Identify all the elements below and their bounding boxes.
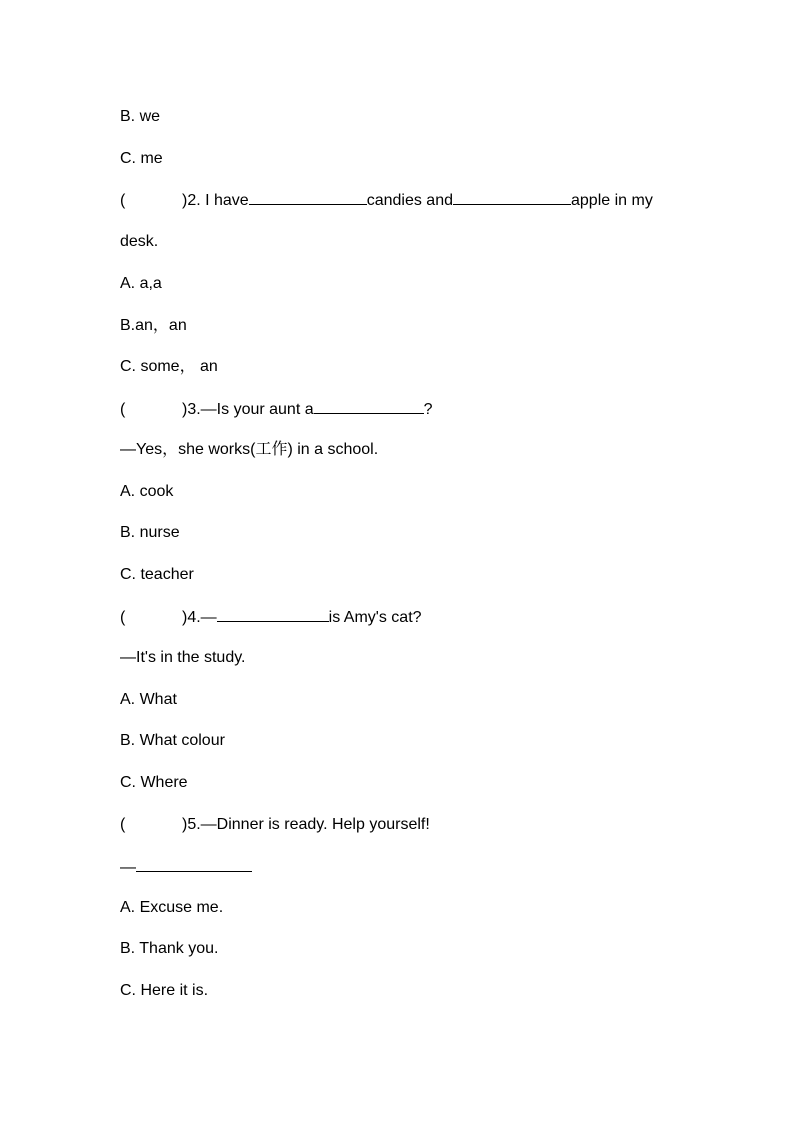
q4-stem bbox=[120, 605, 422, 629]
q4-blank[interactable] bbox=[217, 605, 329, 622]
q4-stem-suffix: is Amy's cat? bbox=[328, 609, 422, 626]
q3-stem-suffix: ? bbox=[423, 401, 433, 418]
q4-option-c: C. Where bbox=[120, 774, 188, 791]
q2-paren-close: ) bbox=[182, 192, 188, 209]
q4-paren-close: ) bbox=[182, 609, 188, 626]
q2-answer-paren[interactable]: ( bbox=[120, 192, 126, 209]
q3-option-c: C. teacher bbox=[120, 566, 194, 583]
q2-option-a: A. a,a bbox=[120, 275, 162, 292]
q5-stem-prefix: 5.—Dinner is ready. Help yourself! bbox=[187, 816, 430, 833]
q4-option-b: B. What colour bbox=[120, 732, 225, 749]
q2-blank-2[interactable] bbox=[453, 188, 571, 205]
q2-stem-continuation: desk. bbox=[120, 233, 159, 250]
q1-option-c: C. me bbox=[120, 150, 163, 167]
q3-option-a: A. cook bbox=[120, 483, 174, 500]
q3-stem-prefix: 3.—Is your aunt a bbox=[187, 401, 314, 418]
q5-option-b: B. Thank you. bbox=[120, 940, 219, 957]
q2-stem-prefix: 2. I have bbox=[187, 192, 249, 209]
q5-stem bbox=[120, 813, 430, 837]
q4-stem-prefix: 4.— bbox=[187, 609, 217, 626]
q5-answer-paren[interactable]: ( bbox=[120, 816, 126, 833]
q5-answer-line bbox=[120, 855, 252, 879]
q2-stem bbox=[120, 188, 653, 212]
q2-option-c: C. some， an bbox=[120, 358, 218, 375]
q2-stem-middle: candies and bbox=[366, 192, 453, 209]
q2-option-b: B.an，an bbox=[120, 317, 187, 334]
q3-answer-line: —Yes，she works(工作) in a school. bbox=[120, 441, 379, 458]
q4-option-a: A. What bbox=[120, 691, 177, 708]
q3-stem bbox=[120, 397, 433, 421]
q5-blank[interactable] bbox=[136, 855, 252, 872]
q3-answer-paren[interactable]: ( bbox=[120, 401, 126, 418]
q4-answer-paren[interactable]: ( bbox=[120, 609, 126, 626]
q1-option-b: B. we bbox=[120, 108, 161, 125]
q3-option-b: B. nurse bbox=[120, 524, 180, 541]
q3-blank[interactable] bbox=[314, 397, 424, 414]
q5-option-a: A. Excuse me. bbox=[120, 899, 224, 916]
q2-blank-1[interactable] bbox=[249, 188, 367, 205]
q3-paren-close: ) bbox=[182, 401, 188, 418]
q2-stem-suffix: apple in my bbox=[571, 192, 653, 209]
q5-option-c: C. Here it is. bbox=[120, 982, 209, 999]
q5-answer-prefix: — bbox=[120, 859, 136, 876]
q4-answer-line: —It's in the study. bbox=[120, 649, 246, 666]
q5-paren-close: ) bbox=[182, 816, 188, 833]
